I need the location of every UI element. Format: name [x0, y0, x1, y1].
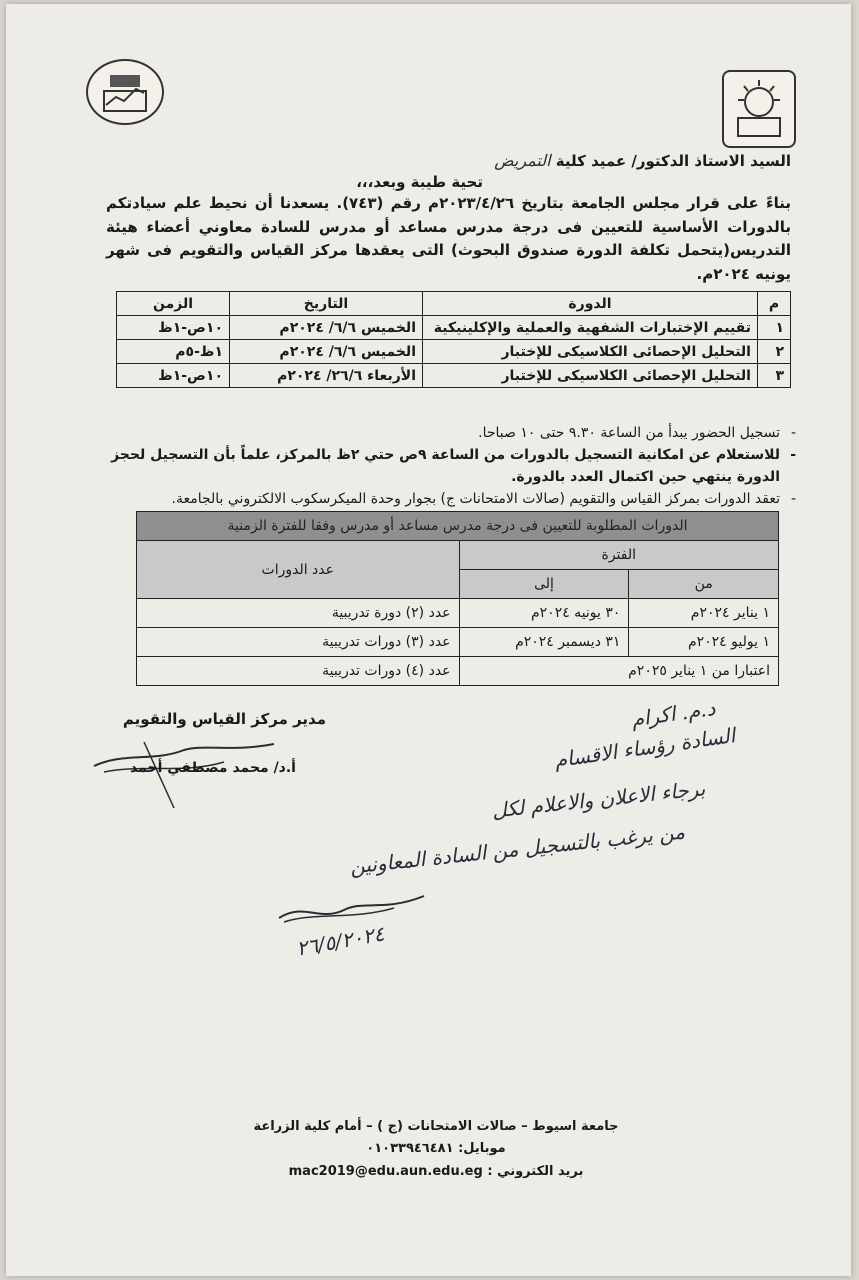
row-date: الخميس ٦/٦/ ٢٠٢٤م: [230, 340, 423, 364]
schedule-table: [116, 291, 791, 388]
header-time: الزمن: [117, 292, 230, 316]
table-row: [137, 657, 779, 686]
handwritten-line-3: برجاء الاعلان والاعلام لكل: [490, 776, 707, 823]
signature-title: مدير مركز القياس والتقويم: [122, 710, 326, 728]
note-item: - تعقد الدورات بمركز القياس والتقويم (صالات الامتحانات ج) بجوار وحدة الميكرسكوب الالكتروني بالجامعة.: [106, 488, 796, 510]
header-course: الدورة: [423, 292, 758, 316]
header-date: التاريخ: [230, 292, 423, 316]
schedule-header-row: [117, 292, 791, 316]
row-course: تقييم الإختبارات الشفهية والعملية والإكلينيكية: [423, 316, 758, 340]
count-cell: عدد (٢) دورة تدريبية: [137, 599, 460, 628]
body-paragraph: بناءً على قرار مجلس الجامعة بتاريخ ٢٠٢٣/٤/٢٦م رقم (٧٤٣). يسعدنا أن نحيط علم سيادتكم بالدورات الأساسية للتعيين فى درجة مدرس مساعد أو مدرس للسادة معاوني أعضاء هيئة التدريس(يتحمل تكلفة الدورة صندوق البحوث) التى يعقدها مركز القياس والتقويم فى شهر يونيه ٢٠٢٤م.: [106, 194, 792, 283]
to-header: إلى: [459, 570, 629, 599]
row-number: ٢: [758, 340, 791, 364]
document-page: [6, 4, 851, 1276]
note-item: - تسجيل الحضور يبدأ من الساعة ٩.٣٠ حتى ١٠ صباحا.: [106, 422, 796, 444]
addressee: السيد الاستاذ الدكتور/ عميد كلية: [555, 152, 791, 170]
row-course: التحليل الإحصائى الكلاسيكى للإختبار: [423, 340, 758, 364]
from-cell: ١ يوليو ٢٠٢٤م: [629, 628, 779, 657]
count-header: عدد الدورات: [137, 541, 460, 599]
required-courses-table: [136, 511, 779, 686]
footer-address: جامعة اسيوط – صالات الامتحانات (ج ) – أمام كلية الزراعة: [253, 1119, 619, 1134]
table-row: [117, 340, 791, 364]
row-course: التحليل الإحصائى الكلاسيكى للإختبار: [423, 364, 758, 388]
from-header: من: [629, 570, 779, 599]
notes-list: [106, 422, 796, 510]
footer-mobile: موبايل: ٠١٠٣٣٩٤٦٤٨١: [366, 1141, 506, 1156]
row-time: ١ظ-٥م: [117, 340, 230, 364]
row-time: ١٠ص-١ظ: [117, 316, 230, 340]
university-logo: [722, 70, 796, 148]
center-logo: [86, 59, 164, 125]
handwritten-date: ٢٦/٥/٢٠٢٤: [294, 921, 387, 961]
count-cell: عدد (٣) دورات تدريبية: [137, 628, 460, 657]
period-cell: اعتبارا من ١ يناير ٢٠٢٥م: [459, 657, 778, 686]
table-row: [137, 628, 779, 657]
signatory-name: أ.د/ محمد مصطفي أحمد: [130, 760, 296, 776]
row-number: ٣: [758, 364, 791, 388]
handwritten-signature: [274, 882, 434, 932]
count-cell: عدد (٤) دورات تدريبية: [137, 657, 460, 686]
addressee-line: [494, 149, 791, 173]
note-item: - للاستعلام عن امكانية التسجيل بالدورات من الساعة ٩ص حتي ٢ظ بالمركز، علماً بأن التسجيل لحجز الدورة ينتهي حين اكتمال العدد بالدورة.: [106, 444, 796, 488]
addressee-faculty: التمريض: [494, 151, 551, 170]
row-date: الأربعاء ٢٦/٦/ ٢٠٢٤م: [230, 364, 423, 388]
row-date: الخميس ٦/٦/ ٢٠٢٤م: [230, 316, 423, 340]
footer-email: mac2019@edu.aun.edu.eg: [288, 1164, 483, 1179]
row-time: ١٠ص-١ظ: [117, 364, 230, 388]
greeting: تحية طيبة وبعد،،،: [356, 173, 483, 191]
to-cell: ٣٠ يونيه ٢٠٢٤م: [459, 599, 629, 628]
table-row: [137, 599, 779, 628]
to-cell: ٣١ ديسمبر ٢٠٢٤م: [459, 628, 629, 657]
footer-email-label: بريد الكتروني :: [487, 1164, 584, 1179]
row-number: ١: [758, 316, 791, 340]
handwritten-line-1: د.م. اكرام: [629, 695, 717, 732]
header-number: م: [758, 292, 791, 316]
handwritten-line-4: من يرغب بالتسجيل من السادة المعاونين: [348, 819, 686, 879]
handwritten-line-2: السادة رؤساء الاقسام: [552, 723, 737, 773]
table-row: [117, 316, 791, 340]
from-cell: ١ يناير ٢٠٢٤م: [629, 599, 779, 628]
period-header: الفترة: [459, 541, 778, 570]
footer-email-line: [206, 1164, 666, 1179]
required-title: الدورات المطلوبة للتعيين فى درجة مدرس مساعد أو مدرس وفقا للفترة الزمنية: [137, 512, 779, 541]
table-row: [117, 364, 791, 388]
